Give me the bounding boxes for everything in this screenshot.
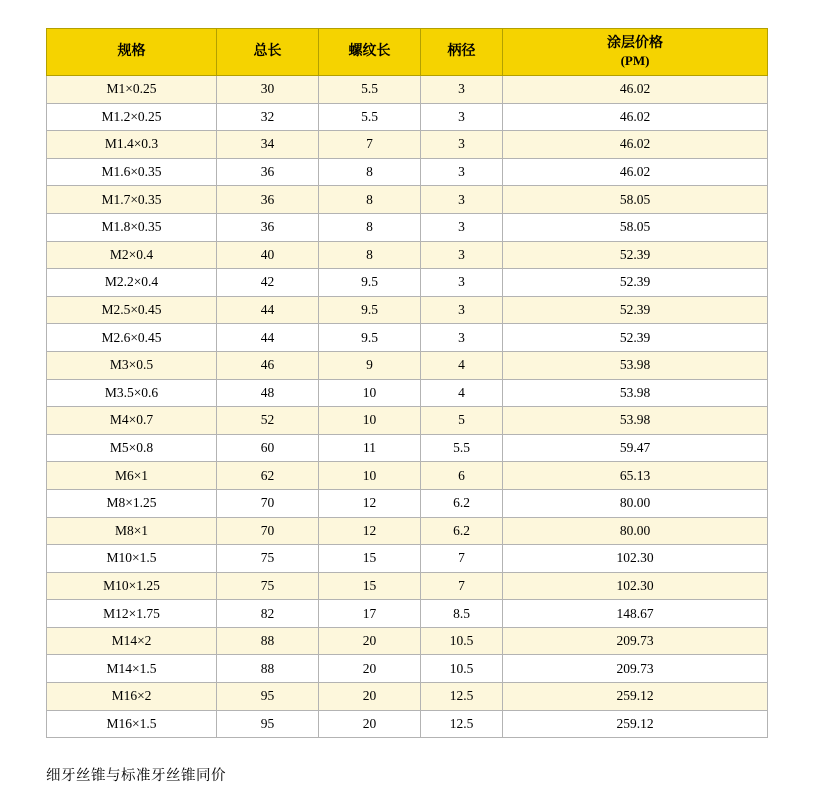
cell-spec: M14×1.5 (47, 655, 217, 683)
cell-thread-length: 8 (319, 241, 421, 269)
cell-spec: M10×1.5 (47, 545, 217, 573)
table-row (47, 627, 768, 655)
cell-spec: M3×0.5 (47, 351, 217, 379)
cell-shank-diameter: 3 (421, 241, 503, 269)
cell-total-length: 70 (217, 517, 319, 545)
cell-total-length: 44 (217, 296, 319, 324)
cell-coating-price: 52.39 (503, 324, 768, 352)
table-row (47, 407, 768, 435)
cell-coating-price: 102.30 (503, 545, 768, 573)
table-row (47, 296, 768, 324)
cell-spec: M1.8×0.35 (47, 213, 217, 241)
cell-total-length: 36 (217, 158, 319, 186)
cell-thread-length: 8 (319, 213, 421, 241)
cell-total-length: 70 (217, 489, 319, 517)
cell-thread-length: 20 (319, 627, 421, 655)
cell-shank-diameter: 8.5 (421, 600, 503, 628)
cell-coating-price: 53.98 (503, 407, 768, 435)
cell-thread-length: 9.5 (319, 296, 421, 324)
table-header-row (47, 29, 768, 76)
cell-coating-price: 52.39 (503, 269, 768, 297)
cell-spec: M1.6×0.35 (47, 158, 217, 186)
table-row (47, 600, 768, 628)
table-row (47, 186, 768, 214)
cell-thread-length: 10 (319, 407, 421, 435)
cell-shank-diameter: 3 (421, 186, 503, 214)
cell-thread-length: 9.5 (319, 269, 421, 297)
cell-thread-length: 9.5 (319, 324, 421, 352)
cell-spec: M2.5×0.45 (47, 296, 217, 324)
column-header-spec: 规格 (47, 29, 217, 76)
cell-spec: M1.4×0.3 (47, 131, 217, 159)
cell-thread-length: 11 (319, 434, 421, 462)
cell-spec: M16×1.5 (47, 710, 217, 738)
cell-shank-diameter: 6.2 (421, 517, 503, 545)
table-row (47, 76, 768, 104)
coating-price-main-label: 涂层价格 (607, 36, 663, 52)
cell-total-length: 95 (217, 683, 319, 711)
cell-shank-diameter: 12.5 (421, 683, 503, 711)
cell-thread-length: 17 (319, 600, 421, 628)
cell-coating-price: 52.39 (503, 296, 768, 324)
cell-spec: M12×1.75 (47, 600, 217, 628)
cell-spec: M5×0.8 (47, 434, 217, 462)
table-row (47, 545, 768, 573)
cell-spec: M2×0.4 (47, 241, 217, 269)
column-header-coating-price (503, 29, 768, 76)
cell-thread-length: 20 (319, 683, 421, 711)
cell-thread-length: 12 (319, 489, 421, 517)
cell-shank-diameter: 5.5 (421, 434, 503, 462)
cell-total-length: 88 (217, 655, 319, 683)
column-header-total-length: 总长 (217, 29, 319, 76)
footnote: 细牙丝锥与标准牙丝锥同价 (46, 768, 226, 785)
cell-spec: M6×1 (47, 462, 217, 490)
cell-coating-price: 80.00 (503, 489, 768, 517)
cell-shank-diameter: 3 (421, 296, 503, 324)
cell-coating-price: 46.02 (503, 131, 768, 159)
table-row (47, 683, 768, 711)
cell-thread-length: 8 (319, 186, 421, 214)
cell-shank-diameter: 6.2 (421, 489, 503, 517)
cell-spec: M2.6×0.45 (47, 324, 217, 352)
cell-spec: M8×1.25 (47, 489, 217, 517)
cell-coating-price: 58.05 (503, 186, 768, 214)
cell-coating-price: 52.39 (503, 241, 768, 269)
cell-coating-price: 209.73 (503, 655, 768, 683)
table-row (47, 655, 768, 683)
table-row (47, 213, 768, 241)
cell-coating-price: 53.98 (503, 351, 768, 379)
cell-spec: M1×0.25 (47, 76, 217, 104)
cell-total-length: 75 (217, 545, 319, 573)
cell-total-length: 36 (217, 186, 319, 214)
cell-shank-diameter: 3 (421, 131, 503, 159)
table-row (47, 269, 768, 297)
cell-coating-price: 148.67 (503, 600, 768, 628)
cell-thread-length: 12 (319, 517, 421, 545)
cell-thread-length: 8 (319, 158, 421, 186)
cell-coating-price: 59.47 (503, 434, 768, 462)
cell-total-length: 82 (217, 600, 319, 628)
cell-coating-price: 58.05 (503, 213, 768, 241)
cell-shank-diameter: 3 (421, 324, 503, 352)
cell-shank-diameter: 6 (421, 462, 503, 490)
cell-spec: M3.5×0.6 (47, 379, 217, 407)
cell-spec: M8×1 (47, 517, 217, 545)
table-row (47, 517, 768, 545)
cell-coating-price: 209.73 (503, 627, 768, 655)
cell-total-length: 62 (217, 462, 319, 490)
cell-shank-diameter: 10.5 (421, 627, 503, 655)
table-row (47, 462, 768, 490)
cell-thread-length: 7 (319, 131, 421, 159)
cell-thread-length: 5.5 (319, 76, 421, 104)
table-row (47, 158, 768, 186)
cell-thread-length: 10 (319, 462, 421, 490)
table-header (47, 29, 768, 76)
column-header-shank-diameter: 柄径 (421, 29, 503, 76)
cell-spec: M14×2 (47, 627, 217, 655)
cell-shank-diameter: 7 (421, 545, 503, 573)
cell-thread-length: 9 (319, 351, 421, 379)
table-row (47, 131, 768, 159)
cell-shank-diameter: 12.5 (421, 710, 503, 738)
cell-spec: M2.2×0.4 (47, 269, 217, 297)
cell-total-length: 95 (217, 710, 319, 738)
cell-thread-length: 20 (319, 655, 421, 683)
cell-thread-length: 15 (319, 545, 421, 573)
cell-coating-price: 259.12 (503, 683, 768, 711)
cell-thread-length: 20 (319, 710, 421, 738)
table-row (47, 351, 768, 379)
cell-coating-price: 102.30 (503, 572, 768, 600)
cell-total-length: 30 (217, 76, 319, 104)
cell-total-length: 44 (217, 324, 319, 352)
table-row (47, 434, 768, 462)
cell-total-length: 48 (217, 379, 319, 407)
cell-spec: M4×0.7 (47, 407, 217, 435)
table-body (47, 76, 768, 738)
table-row (47, 489, 768, 517)
cell-total-length: 32 (217, 103, 319, 131)
cell-total-length: 36 (217, 213, 319, 241)
cell-total-length: 42 (217, 269, 319, 297)
cell-shank-diameter: 4 (421, 351, 503, 379)
cell-total-length: 75 (217, 572, 319, 600)
table-row (47, 103, 768, 131)
table-row (47, 241, 768, 269)
cell-total-length: 52 (217, 407, 319, 435)
cell-coating-price: 46.02 (503, 76, 768, 104)
cell-shank-diameter: 3 (421, 76, 503, 104)
table-row (47, 710, 768, 738)
cell-total-length: 46 (217, 351, 319, 379)
cell-coating-price: 259.12 (503, 710, 768, 738)
cell-total-length: 40 (217, 241, 319, 269)
cell-thread-length: 10 (319, 379, 421, 407)
cell-coating-price: 46.02 (503, 158, 768, 186)
cell-thread-length: 15 (319, 572, 421, 600)
coating-price-sub-label: (PM) (620, 52, 650, 68)
cell-shank-diameter: 7 (421, 572, 503, 600)
cell-shank-diameter: 4 (421, 379, 503, 407)
cell-spec: M10×1.25 (47, 572, 217, 600)
cell-spec: M1.2×0.25 (47, 103, 217, 131)
cell-coating-price: 65.13 (503, 462, 768, 490)
cell-shank-diameter: 3 (421, 213, 503, 241)
tap-specification-table (46, 28, 768, 738)
cell-shank-diameter: 3 (421, 158, 503, 186)
cell-shank-diameter: 5 (421, 407, 503, 435)
cell-shank-diameter: 3 (421, 269, 503, 297)
cell-spec: M1.7×0.35 (47, 186, 217, 214)
cell-coating-price: 46.02 (503, 103, 768, 131)
cell-spec: M16×2 (47, 683, 217, 711)
table-row (47, 324, 768, 352)
cell-total-length: 60 (217, 434, 319, 462)
cell-shank-diameter: 3 (421, 103, 503, 131)
cell-total-length: 34 (217, 131, 319, 159)
cell-coating-price: 53.98 (503, 379, 768, 407)
cell-shank-diameter: 10.5 (421, 655, 503, 683)
table-row (47, 379, 768, 407)
cell-thread-length: 5.5 (319, 103, 421, 131)
cell-coating-price: 80.00 (503, 517, 768, 545)
column-header-thread-length: 螺纹长 (319, 29, 421, 76)
cell-total-length: 88 (217, 627, 319, 655)
table-row (47, 572, 768, 600)
